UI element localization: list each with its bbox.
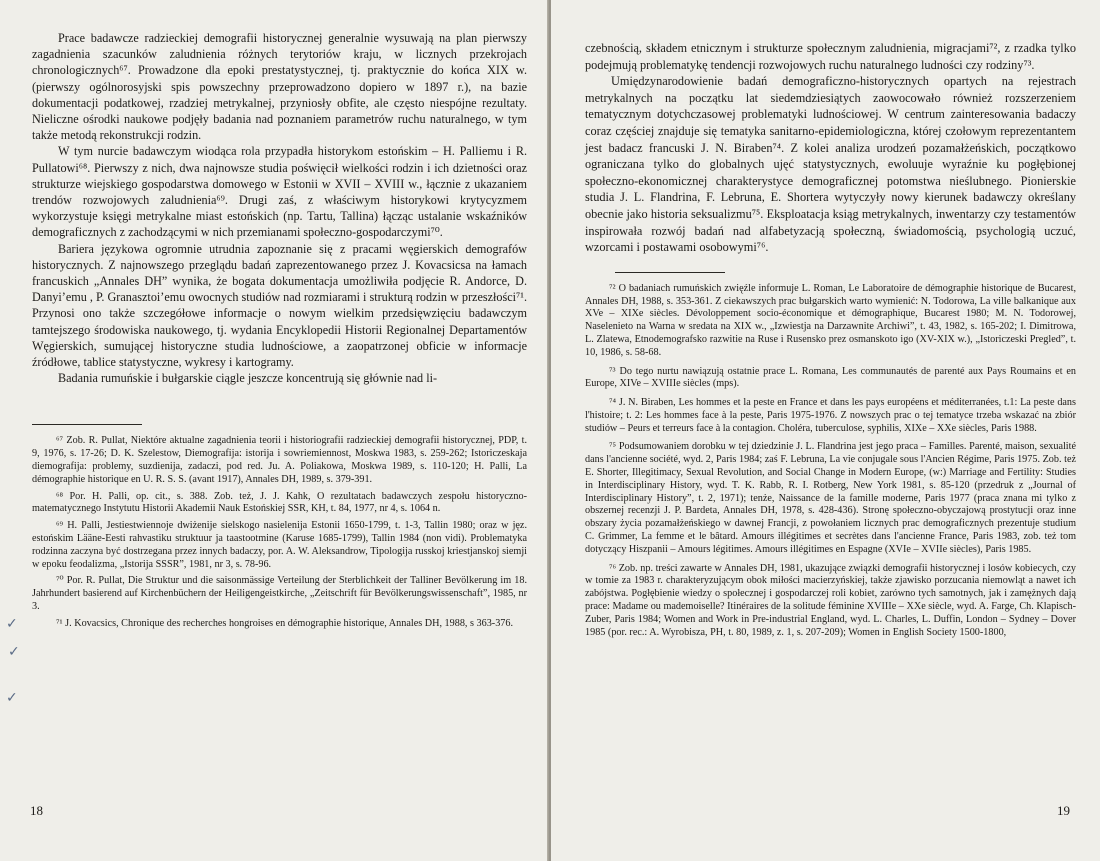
right-body-text: [585, 40, 1076, 256]
page-number: 19: [1057, 803, 1070, 818]
paragraph: Prace badawcze radzieckiej demografii historycznej generalnie wysuwają na plan pierwszy zagadnienia szacunków zaludnienia różnych terytoriów kraju, w licznych przekrojach chronologicznych⁶⁷. Prowadzone dla epoki prestatystycznej, tj. praktycznie do końca XIX w. (pierwszy ogólnorosyjski spis powszechny przeprowadzono dopiero w 1897 r.), na bazie dokumentacji podatkowej, rzadziej metrykalnej, przyniosły obfite, ale często niespójne rezultaty. Nieliczne ośrodki naukowe podjęły badania nad poznaniem parametrów ruchu naturalnego, w tym także metodą rekonstrukcji rodzin.: [32, 31, 527, 143]
footnote: ⁶⁸ Por. H. Palli, op. cit., s. 388. Zob. też, J. J. Kahk, O rezultatach badawczych zespołu historyczno-matematycznego Instytutu Historii Akademii Nauk Estońskiej SSR, KH, t. 84, 1977, nr 4, s. 1064 n.: [32, 490, 527, 515]
paragraph: czebnością, składem etnicznym i strukturze społecznym zaludnienia, migracjami⁷², z rzadka tylko podejmują problematykę tendencji rozwojowych ruchu naturalnego ludności czy rodziny⁷³.: [585, 41, 1076, 72]
paragraph: Umiędzynarodowienie badań demograficzno-historycznych opartych na rejestrach metrykalnych na początku lat siedemdziesiątych zaowocowało również rozszerzeniem tematycznym dotychczasowej problematyki ludnościowej. W centrum zainteresowania badaczy coraz częściej znajduje się tematyka sanitarno-epidemiologiczna, której czołowym reprezentantem jest badacz francuski J. N. Biraben⁷⁴. Z kolei analiza urodzeń pozamałżeńskich, początkowo ograniczana tylko do globalnych ujęć statystycznych, ewoluuje wyraźnie ku pogłębionej społeczno-ekonomicznej charakterystyce demograficznej potomstwa nieślubnego. Pionierskie studia J. L. Flandrina, F. Lebruna, E. Shortera wytyczyły nowy kierunek badawczy określany obecnie jako historia seksualizmu⁷⁵. Eksploatacja ksiąg metrykalnych, inwentarzy czy testamentów inspirowała rozwój badań nad alfabetyzacją społeczną, świadomością, psychologią uczuć, wzorcami i postawami osobowymi⁷⁶.: [585, 74, 1076, 255]
pencil-check-mark-icon: ✓: [8, 644, 20, 660]
footnote: ⁷¹ J. Kovacsics, Chronique des recherches hongroises en démographie historique, Annales DH, 1988, s 363-376.: [56, 617, 514, 629]
right-page: [551, 0, 1100, 861]
pencil-check-mark-icon: ✓: [6, 690, 18, 706]
footnote: ⁶⁹ H. Palli, Jestiestwiennoje dwiżenije sielskogo nasielenija Estonii 1650-1799, t. 1-3, Tallin 1980; oraz w jęz. estońskim Lääne-Eesti rahvastiku struktuur ja taastootmine (Karuse 1685-1799), Tallin 1984 (non vidi). Problematyka rodzinna zaczyna być dostrzegana przez innych badaczy, por. A. W. Aleksandrow, Tipologija russkoj kriestjanskoj siemji w epoku feodalizma, „Istorija SSSR”, 1981, nr 3, s. 78-96.: [32, 520, 527, 570]
footnote-divider: [615, 272, 725, 273]
left-footnotes: [32, 435, 527, 630]
footnote: ⁷² O badaniach rumuńskich zwięźle informuje L. Roman, Le Laboratoire de démographie historique de Bucarest, Annales DH, 1988, s. 353-361. Z ciekawszych prac bułgarskich warto wymienić: N. Todorowa, La ville balkanique aux XVe – XIXe siècles. Dévoloppement socio-économique et démographique, Bucarest 1980; M. N. Todorowej, Naselenieto na Warna w sredata na XIX w., „Izwiestja na Darzawnite Archiwi”, t. 43, 1982, s. 165-202; I. Dimitrowa, L. Zlatewa, Etnodemografsko razwitie na Ruse i Rusensko prez osmanskoto igo (XV-XIX w.), „Istoriczeski Pregled”, t. 10, 1986, s. 58-68.: [585, 282, 1076, 358]
footnote-divider: [32, 424, 142, 425]
footnote: ⁷⁶ Zob. np. treści zawarte w Annales DH, 1981, ukazujące związki demografii historycznej i losów kobiecych, czy w tomie za 1983 r. charakteryzującym obok miłości macierzyńskiej, także zjawisko porzucania niemowląt a nawet ich zabójstwa. Pogłębienie wiedzy o społecznej i gospodarczej roli kobiet, zarówno tych samotnych, jak i zamężnych dają prace: Madame ou mademoiselle? Itinéraires de la solitude féminine XVIIIe – XXe siècle, wyd. A. Farge, Ch. Klapisch-Zuber, Paris 1984; Women and Work in Pre-industrial England, wyd. L. Charles, L. Duffin, London – Sydney – Dover 1985 (por. rec.: A. Wyrobisza, PH, t. 80, 1989, z. 1, s. 207-209); Women in English Society 1500-1800,: [585, 562, 1076, 638]
right-footnotes: [585, 283, 1076, 640]
paragraph: Badania rumuńskie i bułgarskie ciągle jeszcze koncentrują się głównie nad li-: [58, 371, 438, 386]
left-body-text: [32, 30, 527, 386]
pencil-check-mark-icon: ✓: [6, 616, 18, 632]
footnote: ⁷⁴ J. N. Biraben, Les hommes et la peste en France et dans les pays européens et méditerranées, t.1: La peste dans l'histoire; t. 2: Les hommes face à la peste, Paris 1975-1976. Z nowszych prac o tej tematyce trzeba wskazać na zbiór studiów – Peurs et terreurs face à la contagion. Choléra, tuberculose, syphilis, XIXe – XXe siècles, Paris 1988.: [585, 397, 1076, 434]
footnote: ⁷⁵ Podsumowaniem dorobku w tej dziedzinie J. L. Flandrina jest jego praca – Familles. Parenté, maison, sexualité dans l'ancienne société, wyd. 2, Paris 1984; zaś F. Lebruna, La vie conjugale sous l'Ancien Régime, Paris 1975. Zob. też E. Shorter, Illegitimacy, Sexual Revolution, and Social Change in Modern Europe, (w:) Marriage and Fertility: Studies in Interdisciplinary History, wyd. T. K. Rabb, R. I. Rotberg, New York 1981, s. 85-120 (przedruk z „Journal of Interdisciplinary History”, t. 2, 1971); tenże, Naissance de la famille moderne, Paris 1977 (praca znana mi tylko z obszernej recenzji J. P. Bardeta, Annales DH, 1978, s. 428-436). Stronę społeczno-obyczajową prostytucji oraz inne obszary życia pozamałżeńskiego w dawnej Francji, z powołaniem licznych prac demograficznych prezentuje studium C. Grimmer, La femme et le bâtard. Amours illégitimes et secrètes dans l'ancienne France, Paris 1983, zob. też tom dotyczący Hiszpanii – Amours légitimes. Amours illégitimes en Espagne (XVIe – XVIIe siècles), Paris 1985.: [585, 441, 1076, 555]
paragraph: Bariera językowa ogromnie utrudnia zapoznanie się z pracami węgierskich demografów historycznych. Z najnowszego przeglądu badań zaprezentowanego przez J. Kovacsicsa na łamach francuskich „Annales DH” wynika, że bogata dokumentacja umożliwiła podjęcie R. Andorce, D. Danyi’emu , P. Granasztoi’emu owocnych studiów nad rozmiarami i strukturą rodzin w przeszłości⁷¹. Przynosi ono także szczegółowe informacje o nowym wielkim przedsięwzięciu badawczym tamtejszego środowiska naukowego, tj. wydania Encyklopedii Historii Regionalnej Departamentów Węgierskich, sumującej historyczne studia ludnościowe, a zaopatrzonej obficie w informacje źródłowe, tablice statystyczne, wykresy i kartogramy.: [32, 241, 527, 370]
page-number: 18: [30, 803, 43, 818]
paragraph: W tym nurcie badawczym wiodąca rola przypadła historykom estońskim – H. Palliemu i R. Pullatowi⁶⁸. Pierwszy z nich, dwa najnowsze studia poświęcił wielkości rodzin i ich dzietności oraz strukturze wiejskiego gospodarstwa domowego w Estonii w XVII – XVIII w., łącznie z ukazaniem trendów rozwojowych zaludnienia⁶⁹. Drugi zaś, z właściwym historykowi krytycyzmem wykorzystuje księgi metrykalne miast estońskich (np. Tartu, Tallina) łącząc ustalanie wskaźników demograficznych z zachodzącymi w nich przemianami społeczno-gospodarczymi⁷⁰.: [32, 144, 527, 240]
footnote: ⁷³ Do tego nurtu nawiązują ostatnie prace L. Romana, Les communautés de parenté aux Pays Roumains et en Europe, XIVe – XVIIIe siècles (mps).: [585, 365, 1076, 390]
footnote: ⁷⁰ Por. R. Pullat, Die Struktur und die saisonmässige Verteilung der Sterblichkeit der Talliner Bevölkerung im 18. Jahrhundert basierend auf Kirchenbüchern der Heiligengeistkirche, „Zeitschrift für Bevölkerungswissenschaft”, 1985, nr 3.: [32, 575, 527, 613]
left-page: [0, 0, 549, 861]
footnote: ⁶⁷ Zob. R. Pullat, Niektóre aktualne zagadnienia teorii i historiografii radzieckiej demografii historycznej, PDP, t. 9, 1976, s. 17-26; D. K. Szelestow, Diemografija: istorija i sowriemiennost, Moskwa 1983, s. 259-262; Istoriczeskaja diemografija: problemy, suzdienija, zadaczi, pod red. Ju. A. Poliakowa, Moskwa 1989, s. 110-120; H. Palli, La démographie historique en U. R. S. S. (avant 1917), Annales DH, 1989, s. 379-391.: [32, 435, 527, 485]
